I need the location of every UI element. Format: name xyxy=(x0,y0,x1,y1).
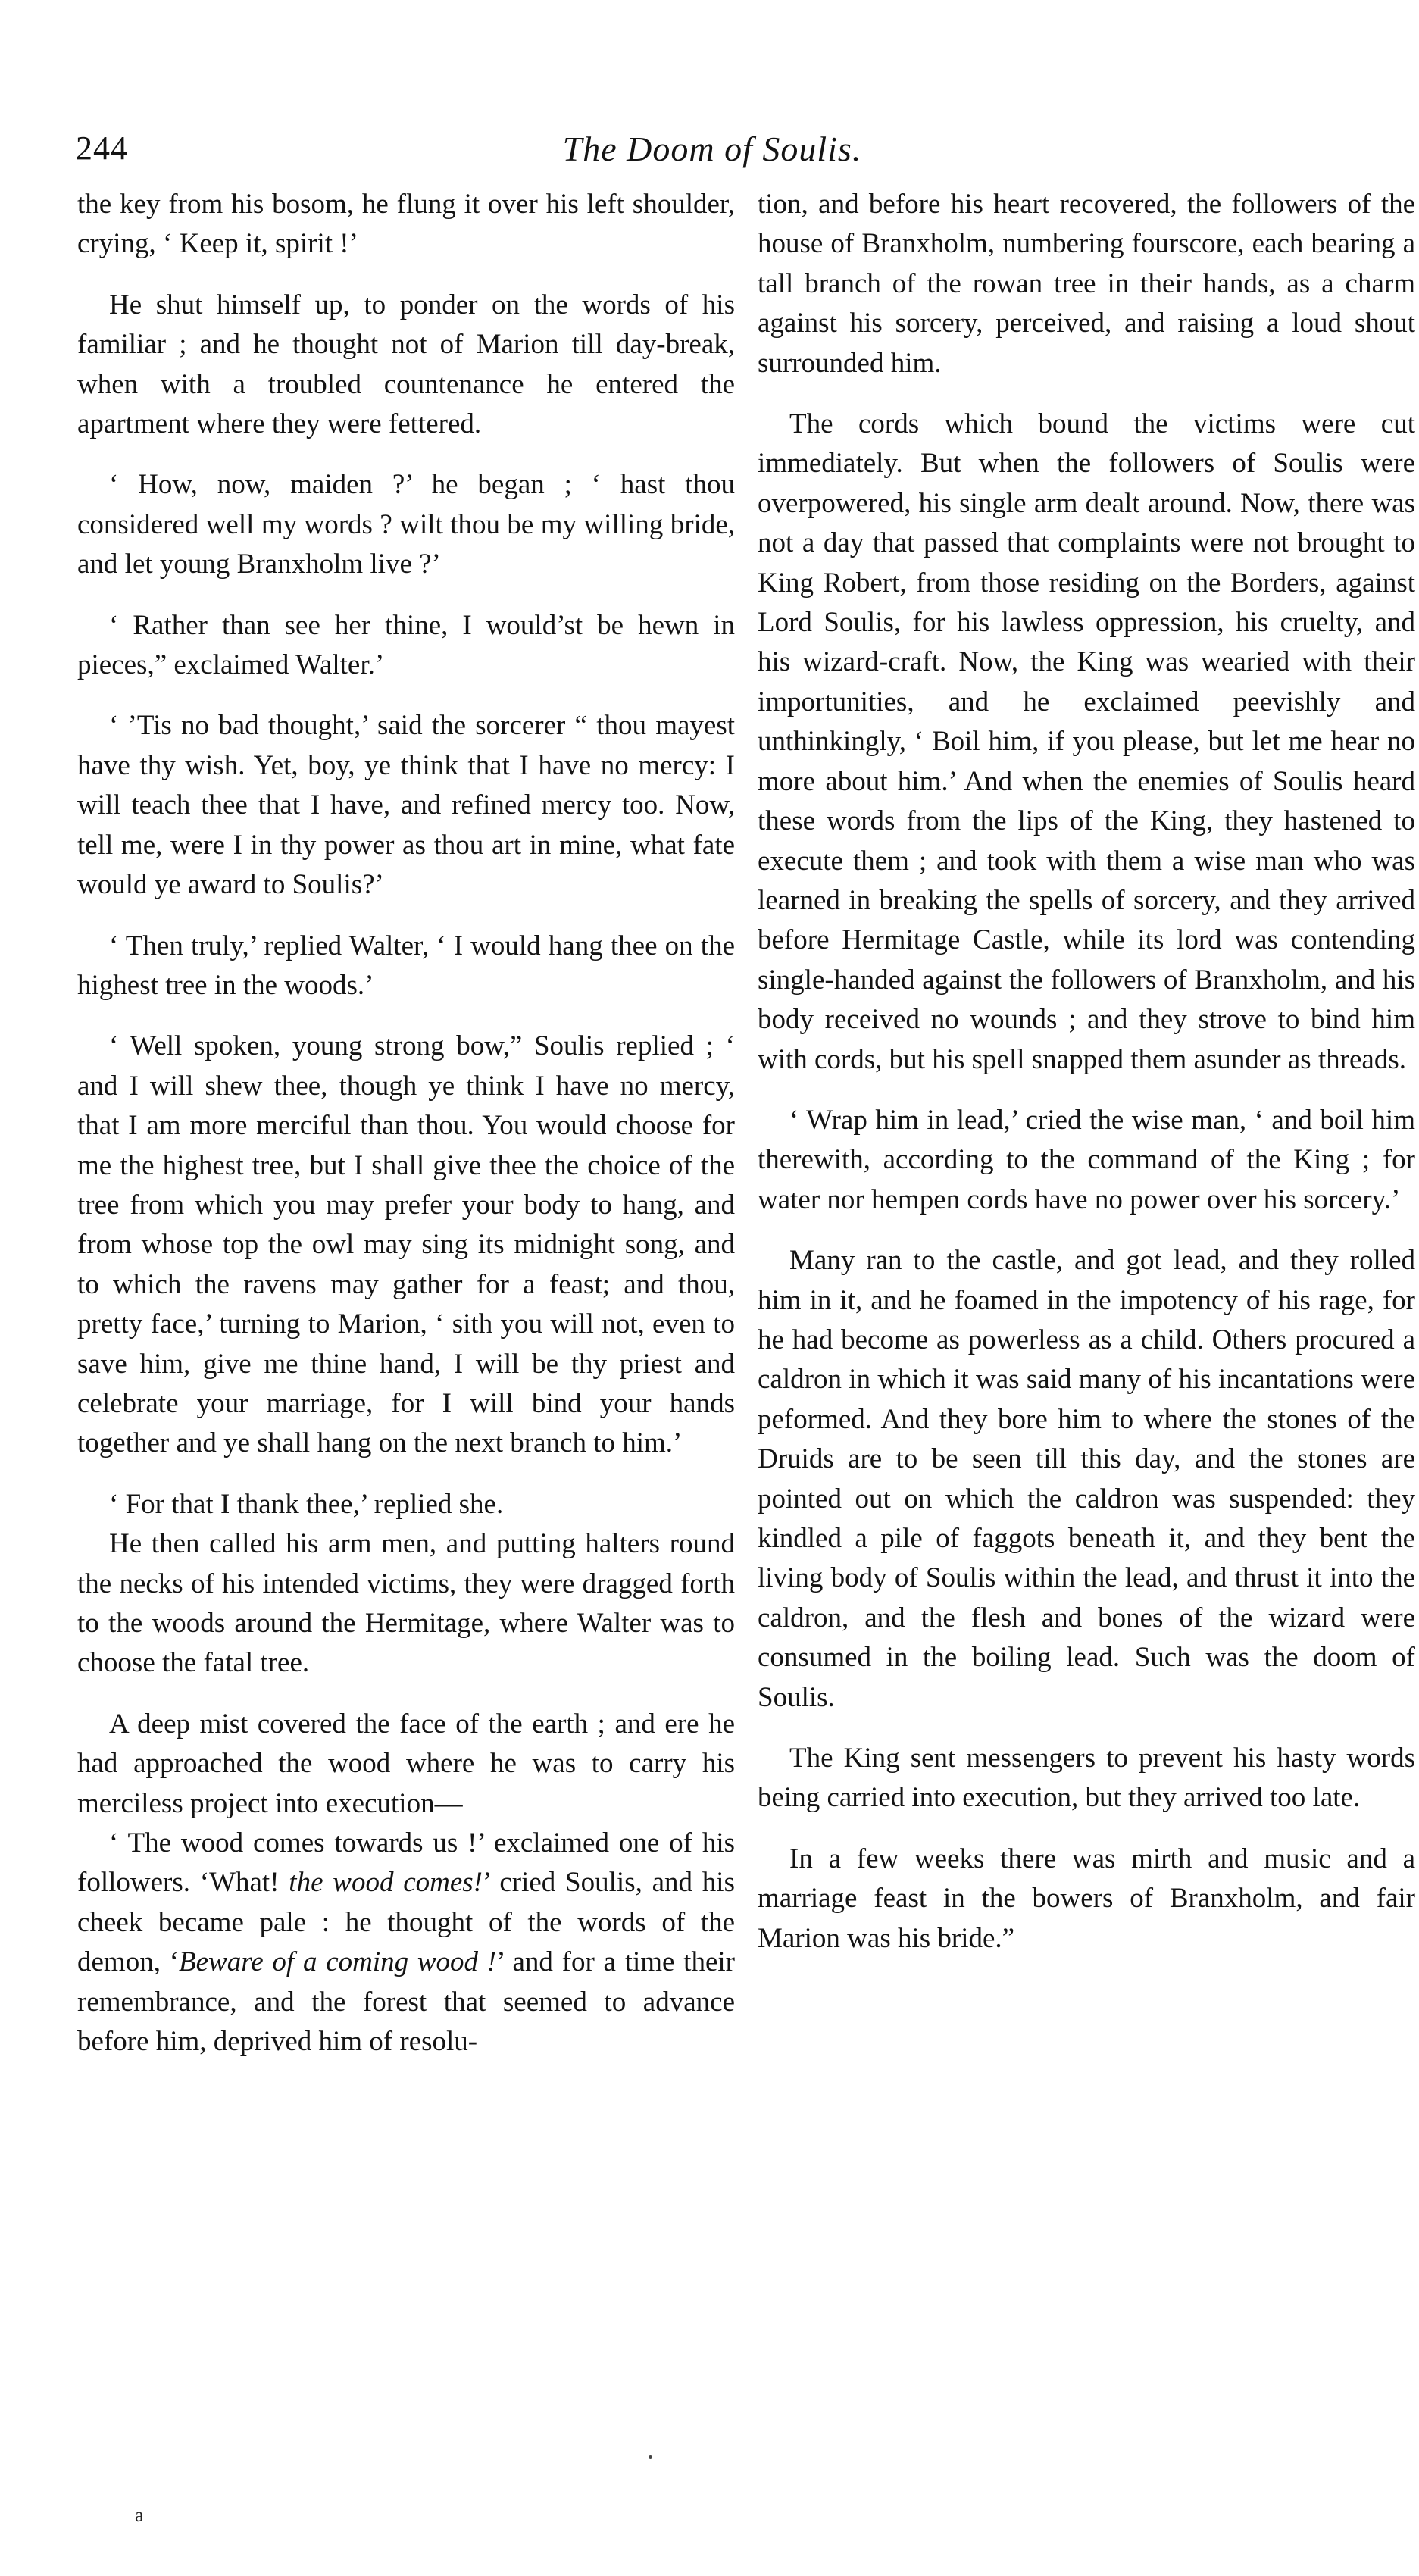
page-number: 244 xyxy=(76,130,128,167)
paragraph: The cords which bound the victims were cut immediately. But when the followers of Soulis were overpowered, his single arm dealt around. Now, there was not a day that passed that complaints were not brought to King Robert, from those residing on the Borders, against Lord Soulis, for his lawless oppression, his cruelty, and his wizard-craft. Now, the King was wearied with their importunities, and he exclaimed peevishly and unthinkingly, ‘ Boil him, if you please, but let me hear no more about him.’ And when the enemies of Soulis heard these words from the lips of the King, they hastened to execute them ; and took with them a wise man who was learned in breaking the spells of sorcery, and they arrived before Hermitage Castle, while its lord was contending single-handed against the followers of Branxholm, and his body received no wounds ; and they strove to bind him with cords, but his spell snapped them asunder as threads. xyxy=(758,408,1415,1075)
paragraph: ‘ How, now, maiden ?’ he began ; ‘ hast thou considered well my words ? wilt thou be my willing bride, and let young Branxholm live ?’ xyxy=(77,469,735,580)
paragraph: the key from his bosom, he flung it over his left shoulder, crying, ‘ Keep it, spirit !’ xyxy=(77,189,735,260)
paragraph xyxy=(77,1824,735,2062)
paragraph: ‘ Well spoken, young strong bow,” Soulis replied ; ‘ and I will shew thee, though ye think I have no mercy, that I am more merciful than thou. You would choose for me the highest tree, but I shall give thee the choice of the tree from which you may prefer your body to hang, and from whose top the owl may sing its midnight song, and to which the ravens may gather for a feast; and thou, pretty face,’ turning to Marion, ‘ sith you will not, even to save him, give me thine hand, I will be thy priest and celebrate your marriage, for I will bind your hands together and ye shall hang on the next branch to him.’ xyxy=(77,1030,735,1459)
text-run: ’ cried Soulis, and his cheek became pale : he thought of the words of the demon, ‘ xyxy=(77,1867,735,1978)
italic-text: the wood comes! xyxy=(289,1867,483,1899)
paragraph: In a few weeks there was mirth and music and a marriage feast in the bowers of Branxholm, and fair Marion was his bride.” xyxy=(758,1843,1415,1954)
paragraph: He shut himself up, to ponder on the words of his familiar ; and he thought not of Marion till day-break, when with a troubled countenance he entered the apartment where they were fettered. xyxy=(77,289,735,440)
text-run: ’ and for a time their remembrance, and the forest that seemed to advance before him, deprived him of resolu- xyxy=(77,1946,735,2058)
paragraph: ‘ ’Tis no bad thought,’ said the sorcerer “ thou mayest have thy wish. Yet, boy, ye think that I have no mercy: I will teach thee that I have, and refined mercy too. Now, tell me, were I in thy power as thou art in mine, what fate would ye award to Soulis?’ xyxy=(77,710,735,901)
paragraph: He then called his arm men, and putting halters round the necks of his intended victims, they were dragged forth to the woods around the Hermitage, where Walter was to choose the fatal tree. xyxy=(77,1528,735,1679)
print-speck xyxy=(649,2455,652,2459)
paragraph: ‘ Rather than see her thine, I would’st be hewn in pieces,” exclaimed Walter.’ xyxy=(77,609,735,681)
paragraph: ‘ Then truly,’ replied Walter, ‘ I would hang thee on the highest tree in the woods.’ xyxy=(77,930,735,1001)
paragraph: ‘ For that I thank thee,’ replied she. xyxy=(109,1488,504,1520)
paragraph: Many ran to the castle, and got lead, and they rolled him in it, and he foamed in the impotency of his rage, for he had become as powerless as a child. Others procured a caldron in which it was said many of his incantations were peformed. And they bore him to where the stones of the Druids are to be seen till this day, and the stones are pointed out on which the caldron was suspended: they kindled a pile of faggots beneath it, and they bent the living body of Soulis within the lead, and thrust it into the caldron, and the flesh and bones of the wizard were consumed in the boiling lead. Such was the doom of Soulis. xyxy=(758,1245,1415,1713)
paragraph: tion, and before his heart recovered, the followers of the house of Branxholm, numbering fourscore, each bearing a tall branch of the rowan tree in their hands, as a charm against his sorcery, perceived, and raising a loud shout surrounded him. xyxy=(758,189,1415,379)
italic-text: Beware of a coming wood ! xyxy=(179,1946,497,1978)
page-header xyxy=(76,129,1349,182)
paragraph: The King sent messengers to prevent his hasty words being carried into execution, but they arrived too late. xyxy=(758,1743,1415,1814)
running-title: The Doom of Soulis. xyxy=(562,130,862,168)
paragraph: ‘ Wrap him in lead,’ cried the wise man, ‘ and boil him therewith, according to the command of the King ; for water nor hempen cords have no power over his sorcery.’ xyxy=(758,1104,1415,1215)
text-run: ‘ The wood comes towards us !’ exclaimed one of his followers. ‘What! xyxy=(77,1827,735,1899)
left-column xyxy=(77,185,735,2062)
paragraph: A deep mist covered the face of the earth ; and ere he had approached the wood where he was to carry his merciless project into execution— xyxy=(77,1708,735,1819)
right-column xyxy=(758,185,1415,1959)
stray-mark: a xyxy=(135,2504,144,2526)
